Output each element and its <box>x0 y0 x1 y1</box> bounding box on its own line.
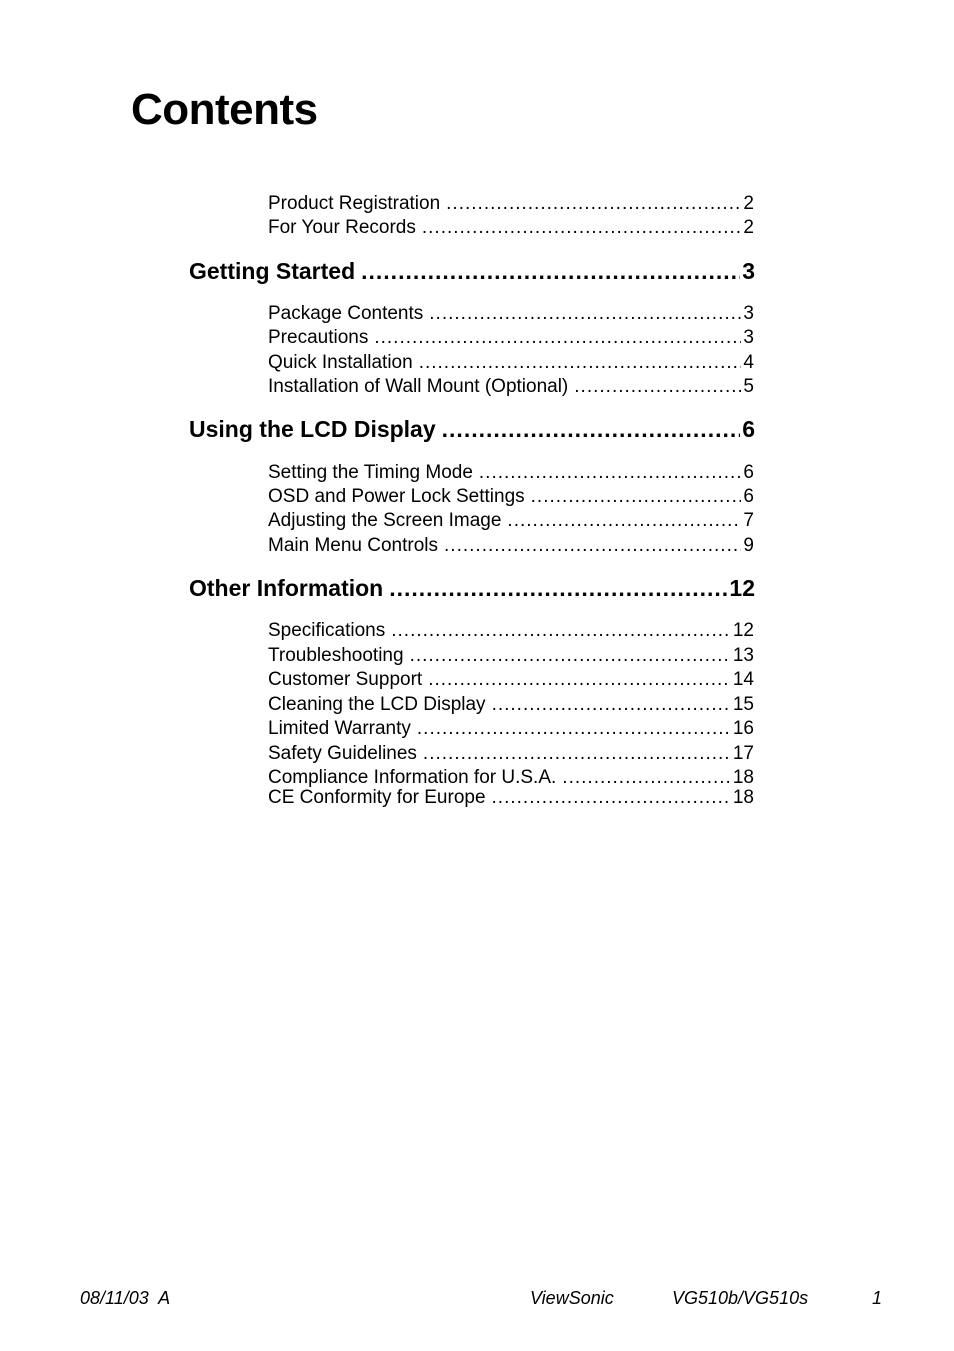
toc-entry-page: 15 <box>732 694 754 715</box>
toc-entry-precautions[interactable] <box>268 326 754 350</box>
toc-entry-label: OSD and Power Lock Settings <box>268 486 525 507</box>
toc-entry-page: 3 <box>743 327 754 348</box>
dot-leader <box>423 742 731 766</box>
toc-entry-customer-support[interactable] <box>268 668 754 692</box>
dot-leader <box>374 326 741 350</box>
toc-entry-page: 18 <box>732 787 754 808</box>
toc-section-label: Using the LCD Display <box>189 416 436 442</box>
toc-entry-page: 2 <box>743 217 754 238</box>
toc-entry-page: 16 <box>732 718 754 739</box>
toc-section-page: 12 <box>729 575 755 601</box>
toc-entry-label: Product Registration <box>268 193 441 214</box>
toc-entry-specifications[interactable] <box>268 619 754 643</box>
toc-entry-page: 12 <box>732 620 754 641</box>
dot-leader <box>361 256 740 286</box>
toc-entry-label: Specifications <box>268 620 386 641</box>
toc-entry-page: 13 <box>732 645 754 666</box>
toc-entry-label: Compliance Information for U.S.A. <box>268 767 557 788</box>
dot-leader <box>492 693 731 717</box>
toc-entry-label: Cleaning the LCD Display <box>268 694 486 715</box>
toc-entry-ce-conformity[interactable] <box>268 786 754 810</box>
dot-leader <box>410 644 731 668</box>
toc-entry-package-contents[interactable] <box>268 302 754 326</box>
toc-entry-label: Quick Installation <box>268 352 413 373</box>
toc-entry-timing-mode[interactable] <box>268 461 754 485</box>
dot-leader <box>531 485 742 509</box>
toc-section-page: 6 <box>742 416 755 442</box>
toc-entry-label: Limited Warranty <box>268 718 411 739</box>
toc-entry-limited-warranty[interactable] <box>268 717 754 741</box>
toc-entry-label: CE Conformity for Europe <box>268 787 486 808</box>
toc-entry-label: Troubleshooting <box>268 645 404 666</box>
toc-entry-label: Adjusting the Screen Image <box>268 510 502 531</box>
toc-entry-label: Main Menu Controls <box>268 535 439 556</box>
toc-section-label: Other Information <box>189 575 384 601</box>
dot-leader <box>479 461 742 485</box>
toc-entry-quick-installation[interactable] <box>268 351 754 375</box>
toc-entry-wall-mount[interactable] <box>268 375 754 399</box>
toc-entry-label: Package Contents <box>268 303 424 324</box>
toc-entry-adjusting-screen[interactable] <box>268 509 754 533</box>
dot-leader <box>429 302 741 326</box>
toc-entry-page: 3 <box>743 303 754 324</box>
toc-entry-page: 18 <box>732 767 754 788</box>
toc-entry-page: 6 <box>743 486 754 507</box>
toc-entry-page: 5 <box>743 376 754 397</box>
dot-leader <box>417 717 731 741</box>
toc-entry-troubleshooting[interactable] <box>268 644 754 668</box>
toc-section-getting-started[interactable] <box>189 256 755 286</box>
toc-entry-label: Setting the Timing Mode <box>268 462 473 483</box>
dot-leader <box>389 573 727 603</box>
toc-entry-main-menu-controls[interactable] <box>268 534 754 558</box>
dot-leader <box>574 375 741 399</box>
toc-entry-page: 14 <box>732 669 754 690</box>
toc-entry-product-registration[interactable] <box>268 192 754 216</box>
toc-section-using-lcd[interactable] <box>189 414 755 444</box>
footer-page-number: 1 <box>872 1288 883 1308</box>
toc-entry-label: For Your Records <box>268 217 416 238</box>
toc-section-page: 3 <box>742 258 755 284</box>
toc-entry-page: 17 <box>732 743 754 764</box>
footer-model: VG510b/VG510s <box>672 1288 809 1308</box>
dot-leader <box>428 668 731 692</box>
dot-leader <box>391 619 731 643</box>
toc-entry-page: 7 <box>743 510 754 531</box>
toc-entry-safety-guidelines[interactable] <box>268 742 754 766</box>
toc-entry-page: 9 <box>743 535 754 556</box>
dot-leader <box>419 351 742 375</box>
toc-entry-for-your-records[interactable] <box>268 216 754 240</box>
footer-date: 08/11/03 A <box>80 1288 171 1308</box>
toc-entry-page: 6 <box>743 462 754 483</box>
toc-entry-page: 2 <box>743 193 754 214</box>
toc-entry-cleaning-lcd[interactable] <box>268 693 754 717</box>
toc-section-label: Getting Started <box>189 258 356 284</box>
dot-leader <box>444 534 741 558</box>
dot-leader <box>446 192 741 216</box>
toc-entry-label: Installation of Wall Mount (Optional) <box>268 376 569 397</box>
toc-entry-label: Safety Guidelines <box>268 743 417 764</box>
dot-leader <box>422 216 742 240</box>
toc-section-other-information[interactable] <box>189 573 755 603</box>
page-title: Contents <box>131 85 318 134</box>
toc-entry-label: Precautions <box>268 327 369 348</box>
dot-leader <box>442 414 741 444</box>
dot-leader <box>492 786 731 810</box>
footer-brand: ViewSonic <box>530 1288 614 1308</box>
toc-entry-label: Customer Support <box>268 669 423 690</box>
toc-entry-osd-power-lock[interactable] <box>268 485 754 509</box>
toc-entry-page: 4 <box>743 352 754 373</box>
dot-leader <box>507 509 741 533</box>
